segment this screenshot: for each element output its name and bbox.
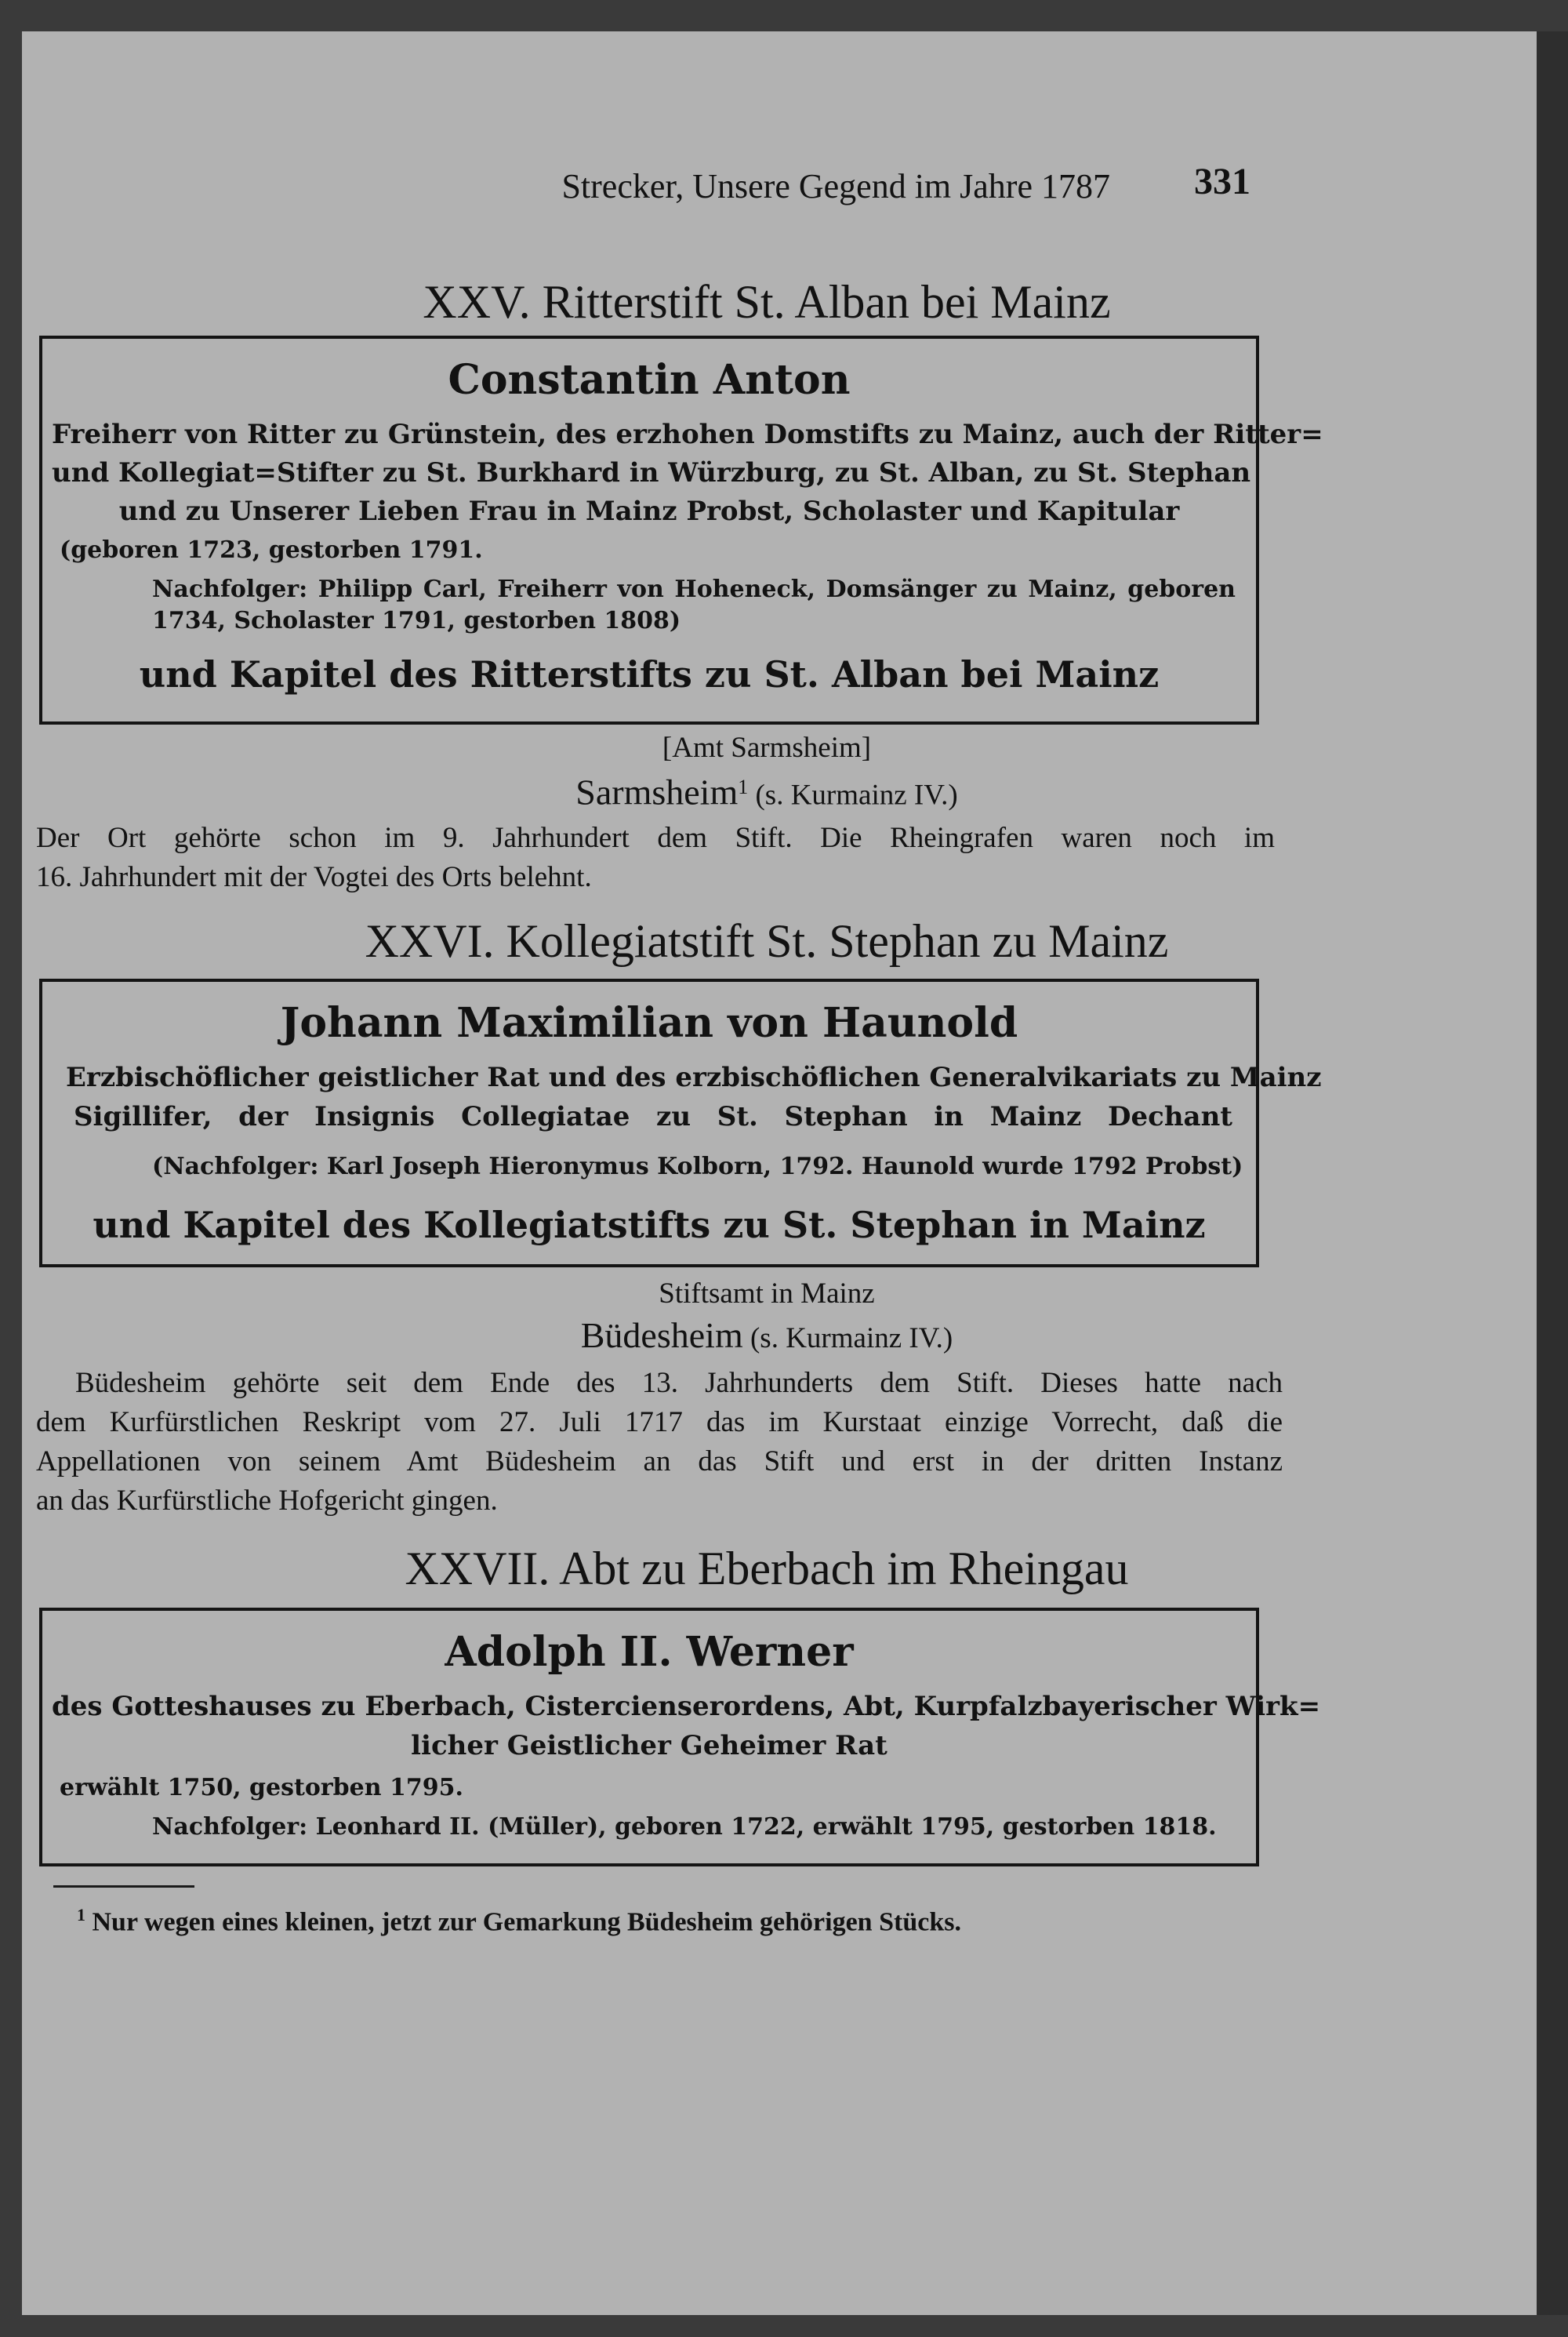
scan-edge bbox=[1537, 31, 1568, 2315]
person-name: Johann Maximilian von Haunold bbox=[280, 999, 1018, 1047]
place-reference: (s. Kurmainz IV.) bbox=[750, 1322, 953, 1354]
place-reference: (s. Kurmainz IV.) bbox=[755, 779, 958, 812]
footnote-text: Nur wegen eines kleinen, jetzt zur Gemarkung Büdesheim gehörigen Stücks. bbox=[92, 1907, 961, 1937]
title-line: Erzbischöflicher geistlicher Rat und des erzbischöflichen Generalvikariats zu Mainz bbox=[66, 1062, 1322, 1093]
title-line: des Gotteshauses zu Eberbach, Cistercienserordens, Abt, Kurpfalzbayerischer Wirk= bbox=[52, 1691, 1321, 1722]
place-name: Büdesheim bbox=[580, 1315, 743, 1355]
title-line: Freiherr von Ritter zu Grünstein, des erzhohen Domstifts zu Mainz, auch der Ritter= bbox=[52, 419, 1323, 450]
title-line: und zu Unserer Lieben Frau in Mainz Probst, Scholaster und Kapitular bbox=[118, 496, 1180, 527]
section-title-xxvi: XXVI. Kollegiatstift St. Stephan zu Mainz bbox=[365, 915, 1169, 967]
body-line: Büdesheim gehörte seit dem Ende des 13. Jahrhunderts dem Stift. Dieses hatte nach bbox=[75, 1367, 1283, 1399]
title-line: licher Geistlicher Geheimer Rat bbox=[411, 1730, 887, 1761]
running-title: Strecker, Unsere Gegend im Jahre 1787 bbox=[561, 167, 1110, 205]
book-page bbox=[22, 31, 1537, 2315]
chapter-line: und Kapitel des Kollegiatstifts zu St. Stephan in Mainz bbox=[93, 1204, 1206, 1246]
footnote-rule bbox=[53, 1885, 194, 1888]
life-dates: (geboren 1723, gestorben 1791. bbox=[60, 536, 483, 564]
person-name: Adolph II. Werner bbox=[445, 1628, 854, 1676]
office-label: [Amt Sarmsheim] bbox=[662, 732, 872, 764]
successor-line: Nachfolger: Leonhard II. (Müller), geboren 1722, erwählt 1795, gestorben 1818. bbox=[152, 1813, 1217, 1841]
body-line: dem Kurfürstlichen Reskript vom 27. Juli 1717 das im Kurstaat einzige Vorrecht, daß die bbox=[36, 1406, 1283, 1438]
place-heading bbox=[22, 769, 1512, 814]
body-line: Appellationen von seinem Amt Büdesheim an das Stift und erst in der dritten Instanz bbox=[36, 1445, 1283, 1477]
successor-line: (Nachfolger: Karl Joseph Hieronymus Kolborn, 1792. Haunold wurde 1792 Probst) bbox=[152, 1153, 1243, 1180]
entry-box-xxvi bbox=[39, 979, 1322, 1267]
body-line: 16. Jahrhundert mit der Vogtei des Orts belehnt. bbox=[36, 861, 592, 893]
footnote-mark: 1 bbox=[738, 776, 749, 798]
page-number: 331 bbox=[1194, 161, 1250, 202]
entry-box-xxvii bbox=[39, 1608, 1321, 1866]
footnote bbox=[77, 1896, 961, 1941]
successor-line: Nachfolger: Philipp Carl, Freiherr von Hoheneck, Domsänger zu Mainz, geboren bbox=[152, 576, 1236, 603]
body-line: Der Ort gehörte schon im 9. Jahrhundert dem Stift. Die Rheingrafen waren noch im bbox=[36, 822, 1275, 854]
life-dates: erwählt 1750, gestorben 1795. bbox=[60, 1774, 463, 1801]
person-name: Constantin Anton bbox=[448, 356, 851, 404]
place-heading bbox=[22, 1314, 1512, 1357]
section-title-xxvii: XXVII. Abt zu Eberbach im Rheingau bbox=[405, 1543, 1129, 1594]
section-title-xxv: XXV. Ritterstift St. Alban bei Mainz bbox=[423, 276, 1111, 328]
entry-box-xxv bbox=[39, 336, 1323, 725]
office-label: Stiftsamt in Mainz bbox=[659, 1278, 875, 1310]
chapter-line: und Kapitel des Ritterstifts zu St. Alban bei Mainz bbox=[139, 653, 1160, 696]
place-name: Sarmsheim bbox=[575, 772, 739, 812]
footnote-mark: 1 bbox=[77, 1905, 85, 1924]
title-line: und Kollegiat=Stifter zu St. Burkhard in Würzburg, zu St. Alban, zu St. Stephan bbox=[52, 457, 1251, 489]
body-line: an das Kurfürstliche Hofgericht gingen. bbox=[36, 1485, 498, 1517]
title-line: Sigillifer, der Insignis Collegiatae zu St. Stephan in Mainz Dechant bbox=[74, 1101, 1232, 1132]
successor-line: 1734, Scholaster 1791, gestorben 1808) bbox=[152, 607, 681, 634]
